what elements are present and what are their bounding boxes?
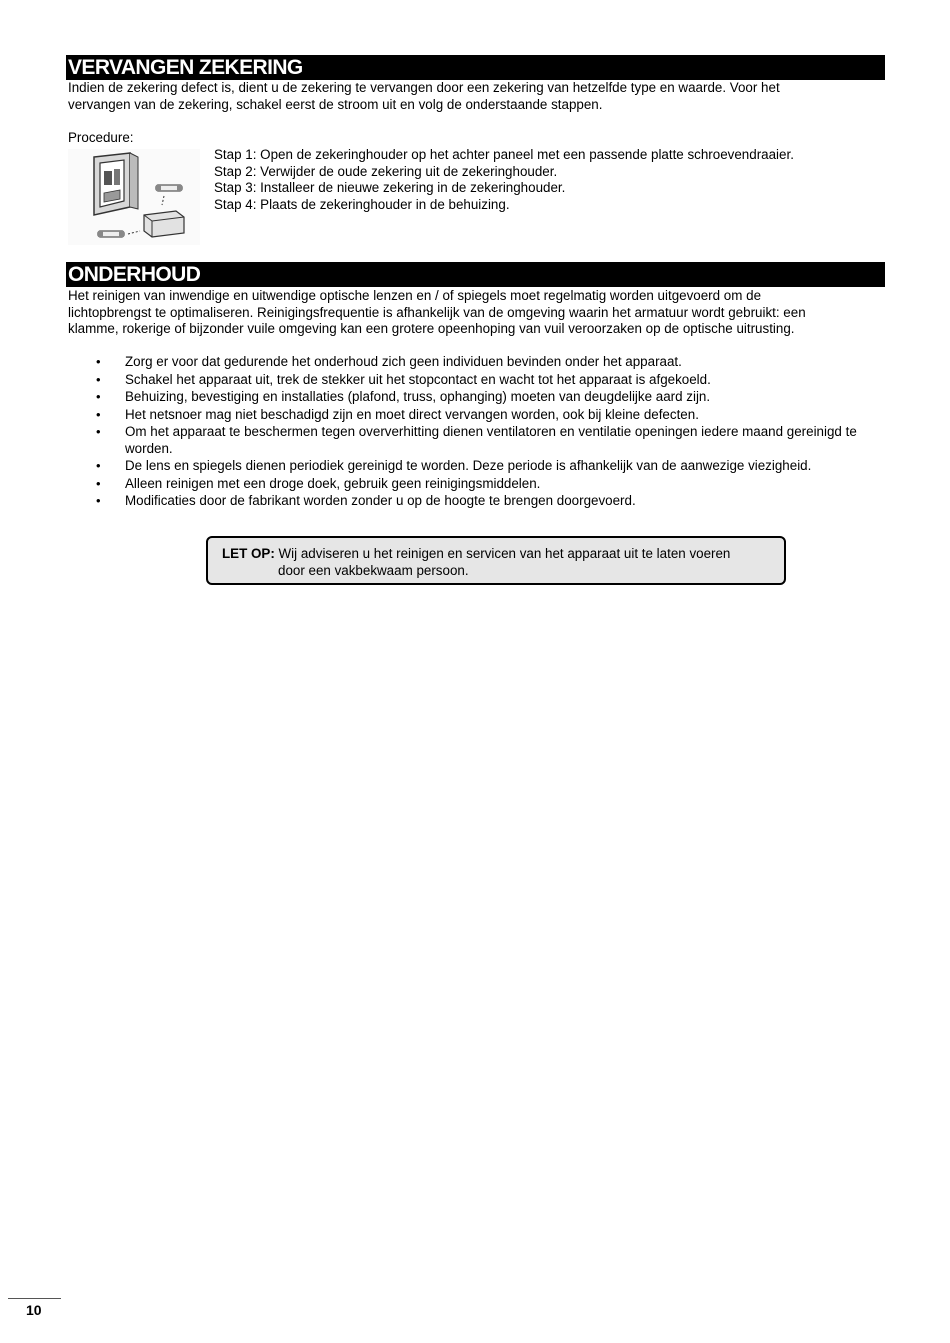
note-box: [206, 536, 786, 585]
step-item: Stap 1: Open de zekeringhouder op het achter paneel met een passende platte schroevendraaier.: [214, 147, 794, 162]
procedure-steps: [214, 147, 794, 213]
procedure-label: Procedure:: [68, 130, 134, 145]
fuse-section-heading: VERVANGEN ZEKERING: [66, 55, 885, 80]
note-text-line-1: Wij adviseren u het reinigen en servicen van het apparaat uit te laten voeren: [274, 546, 731, 561]
step-item: Stap 2: Verwijder de oude zekering uit de zekeringhouder.: [214, 163, 558, 179]
maintenance-bullet-list: [90, 354, 880, 511]
note-text-line-2: door een vakbekwaam persoon.: [278, 563, 469, 578]
fuse-intro-line-1: Indien de zekering defect is, dient u de zekering te vervangen door een zekering van hetzelfde type en waarde. Voor het: [68, 80, 780, 95]
maintenance-intro-line-3: klamme, rokerige of bijzonder vuile omgeving kan een grotere opeenhoping van vuil veroorzaken op de optische uitrusting.: [68, 321, 795, 336]
bullet-item: • Modificaties door de fabrikant worden zonder u op de hoogte te brengen doorgevoerd.: [90, 493, 880, 510]
maintenance-intro-line-2: lichtopbrengst te optimaliseren. Reinigingsfrequentie is afhankelijk van de omgeving waarin het armatuur wordt gebruikt: een: [68, 304, 806, 320]
bullet-item: • Alleen reinigen met een droge doek, gebruik geen reinigingsmiddelen.: [90, 476, 880, 493]
step-item: Stap 3: Installeer de nieuwe zekering in de zekeringhouder.: [214, 180, 566, 195]
page-number: 10: [26, 1302, 42, 1318]
step-item: Stap 4: Plaats de zekeringhouder in de behuizing.: [214, 196, 510, 212]
fuse-holder-illustration: [68, 149, 200, 245]
bullet-item: • Om het apparaat te beschermen tegen oververhitting dienen ventilatoren en ventilatie openingen iedere maand gereinigd te worden.: [90, 424, 880, 457]
fuse-intro: [68, 80, 883, 113]
bullet-item: • De lens en spiegels dienen periodiek gereinigd te worden. Deze periode is afhankelijk van de aanwezige viezigheid.: [90, 458, 880, 475]
bullet-item: • Schakel het apparaat uit, trek de stekker uit het stopcontact en wacht tot het apparaat is afgekoeld.: [90, 372, 880, 389]
maintenance-section-heading: ONDERHOUD: [66, 262, 885, 287]
bullet-item: • Het netsnoer mag niet beschadigd zijn en moet direct vervangen worden, ook bij kleine defecten.: [90, 407, 880, 424]
fuse-intro-line-2: vervangen van de zekering, schakel eerst de stroom uit en volg de onderstaande stappen.: [68, 96, 603, 112]
bullet-item: • Zorg er voor dat gedurende het onderhoud zich geen individuen bevinden onder het apparaat.: [90, 354, 880, 371]
footer-divider: [8, 1298, 61, 1299]
bullet-item: • Behuizing, bevestiging en installaties (plafond, truss, ophanging) moeten van deugdelijke aard zijn.: [90, 389, 880, 406]
maintenance-intro-line-1: Het reinigen van inwendige en uitwendige optische lenzen en / of spiegels moet regelmatig worden uitgevoerd om de: [68, 288, 762, 303]
maintenance-intro: [68, 288, 883, 338]
note-label: LET OP:: [222, 546, 275, 561]
